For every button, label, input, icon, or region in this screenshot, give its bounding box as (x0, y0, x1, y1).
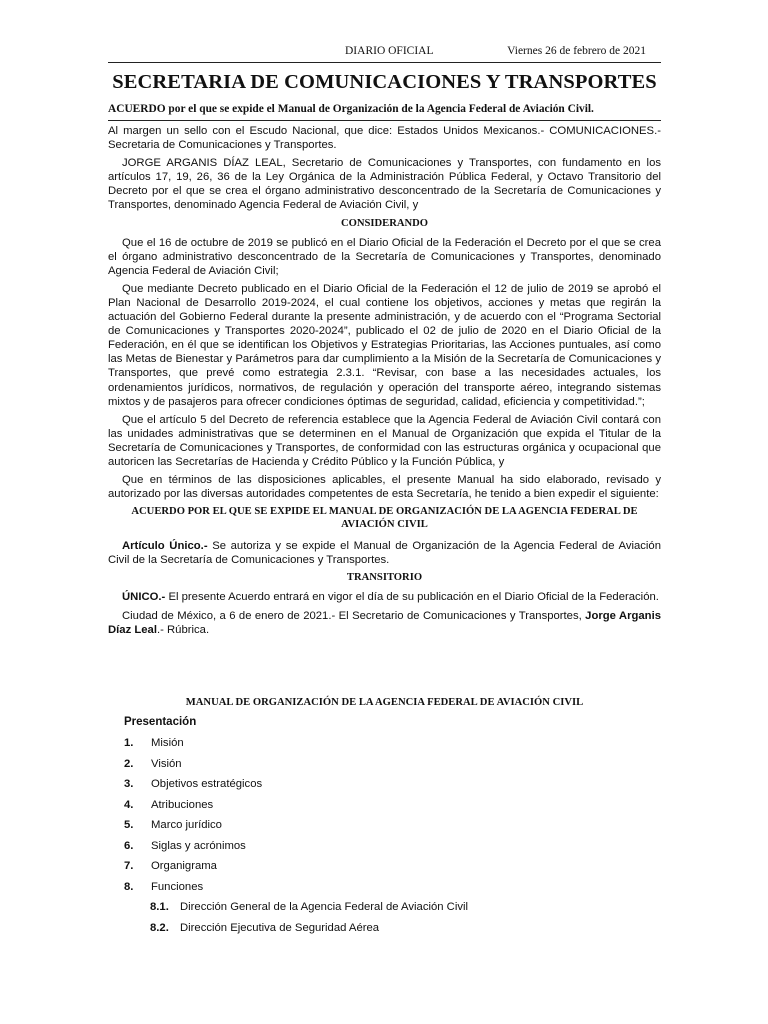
toc-label: Atribuciones (151, 798, 214, 811)
firma-name: Jorge Arganis Díaz Leal (108, 609, 661, 636)
presentacion-heading: Presentación (124, 716, 197, 728)
considerando-paragraph-1: Que el 16 de octubre de 2019 se publicó en el Diario Oficial de la Federación el Decreto por el que se crea el órgano administrativo desconcentrado de la Secretaría de Comunicaciones y Transportes, denominado Agencia Federal de Aviación Civil; (108, 236, 661, 277)
toc-item (124, 819, 644, 840)
intro-paragraph: JORGE ARGANIS DÍAZ LEAL, Secretario de Comunicaciones y Transportes, con fundamento en los artículos 17, 19, 26, 36 de la Ley Orgánica de la Administración Pública Federal, y Octavo Transitorio del Decreto por el que se crea el órgano administrativo desconcentrado de la Secretaría de Comunicaciones y Transportes, denominado Agencia Federal de Aviación Civil, y (108, 157, 661, 212)
considerando-paragraph-4: Que en términos de las disposiciones aplicables, el presente Manual ha sido elaborado, revisado y autorizado por las diversas autoridades competentes de esta Secretaría, he tenido a bien expedir el siguiente: (108, 474, 661, 501)
toc-number: 4. (124, 798, 134, 811)
acuerdo-heading: ACUERDO POR EL QUE SE EXPIDE EL MANUAL DE ORGANIZACIÓN DE LA AGENCIA FEDERAL DE AVIACIÓN CIVIL (131, 506, 638, 531)
toc-number: 8.1. (150, 901, 169, 913)
toc-item (124, 758, 644, 779)
section-title: SECRETARIA DE COMUNICACIONES Y TRANSPORTES (112, 71, 657, 93)
toc-label: Organigrama (151, 860, 217, 872)
title-rule (108, 120, 661, 121)
toc-label: Funciones (151, 880, 204, 893)
table-of-contents (124, 737, 644, 942)
firma-text: Ciudad de México, a 6 de enero de 2021.- El Secretario de Comunicaciones y Transportes, (122, 609, 586, 622)
toc-number: 8.2. (150, 921, 169, 934)
considerando-paragraph-2: Que mediante Decreto publicado en el Diario Oficial de la Federación el 12 de julio de 2019 se aprobó el Plan Nacional de Desarrollo 2019-2024, el cual contiene los objetivos, acciones y metas que regirán la actuación del Gobierno Federal durante la presente administración, y de acuerdo con el “Programa Sectorial de Comunicaciones y Transportes 2020-2024”, publicado el 02 de julio de 2020 en el Diario Oficial de la Federación, en él que se identifican los Objetivos y Estrategias Prioritarias, las Acciones puntuales, así como las Metas de Bienestar y Parámetros para dar cumplimiento a la Misión de la Secretaría de Comunicaciones y Transportes, que prevé como estrategia 2.3.1. “Revisar, con base a las necesidades actuales, los ordenamientos jurídicos, normativos, de regulación y operación del transporte aéreo, integrando sistemas mixtos y de pasajeros para ofrecer condiciones óptimas de seguridad, calidad, eficiencia y competitividad.”; (108, 282, 661, 408)
toc-item (124, 860, 644, 881)
toc-item (124, 799, 644, 820)
manual-title: MANUAL DE ORGANIZACIÓN DE LA AGENCIA FEDERAL DE AVIACIÓN CIVIL (185, 697, 584, 708)
publication-date: Viernes 26 de febrero de 2021 (507, 45, 646, 57)
unico-paragraph (108, 590, 661, 604)
toc-number: 6. (124, 839, 134, 852)
toc-label: Objetivos estratégicos (151, 778, 263, 790)
considerando-paragraph-3: Que el artículo 5 del Decreto de referencia establece que la Agencia Federal de Aviación Civil contará con las unidades administrativas que se determinen en el Manual de Organización que expida el Titular de la Secretaría de Comunicaciones y Transportes, de conformidad con las estructuras orgánica y ocupacional que autoricen las Secretarías de Hacienda y Crédito Público y la Función Pública, y (108, 413, 661, 468)
toc-number: 1. (124, 737, 134, 749)
articulo-label: Artículo Único.- (122, 540, 208, 553)
margen-paragraph: Al margen un sello con el Escudo Nacional, que dice: Estados Unidos Mexicanos.- COMUNICACIONES.- Secretaria de Comunicaciones y Transportes. (108, 125, 661, 152)
toc-label: Marco jurídico (151, 819, 222, 831)
articulo-text: Se autoriza y se expide el Manual de Organización de la Agencia Federal de Aviación Civil de la Secretaría de Comunicaciones y Transportes. (108, 540, 661, 567)
toc-item (124, 778, 644, 799)
toc-label: Visión (151, 757, 182, 770)
running-header (108, 45, 661, 61)
firma-tail: .- Rúbrica. (156, 623, 210, 636)
toc-number: 5. (124, 819, 134, 831)
transitorio-heading: TRANSITORIO (346, 572, 423, 584)
considerando-heading: CONSIDERANDO (340, 217, 429, 229)
toc-number: 8. (124, 880, 134, 893)
toc-number: 3. (124, 778, 134, 790)
toc-subitem (124, 901, 644, 922)
publication-name: DIARIO OFICIAL (345, 45, 434, 57)
unico-text: El presente Acuerdo entrará en vigor el día de su publicación en el Diario Oficial de la Federación. (165, 591, 659, 604)
toc-label: Misión (151, 737, 184, 749)
toc-label: Dirección Ejecutiva de Seguridad Aérea (180, 921, 380, 934)
toc-label: Siglas y acrónimos (151, 839, 246, 852)
acuerdo-title: ACUERDO por el que se expide el Manual de Organización de la Agencia Federal de Aviación Civil. (108, 103, 594, 115)
unico-label: ÚNICO.- (122, 591, 166, 604)
articulo-paragraph (108, 539, 661, 567)
toc-number: 2. (124, 757, 134, 770)
toc-item (124, 737, 644, 758)
toc-item (124, 881, 644, 902)
document-body (108, 124, 661, 641)
toc-number: 7. (124, 860, 134, 872)
toc-item (124, 840, 644, 861)
firma-paragraph (108, 609, 661, 637)
header-rule (108, 62, 661, 63)
toc-label: Dirección General de la Agencia Federal de Aviación Civil (180, 901, 469, 913)
toc-subitem (124, 922, 644, 943)
